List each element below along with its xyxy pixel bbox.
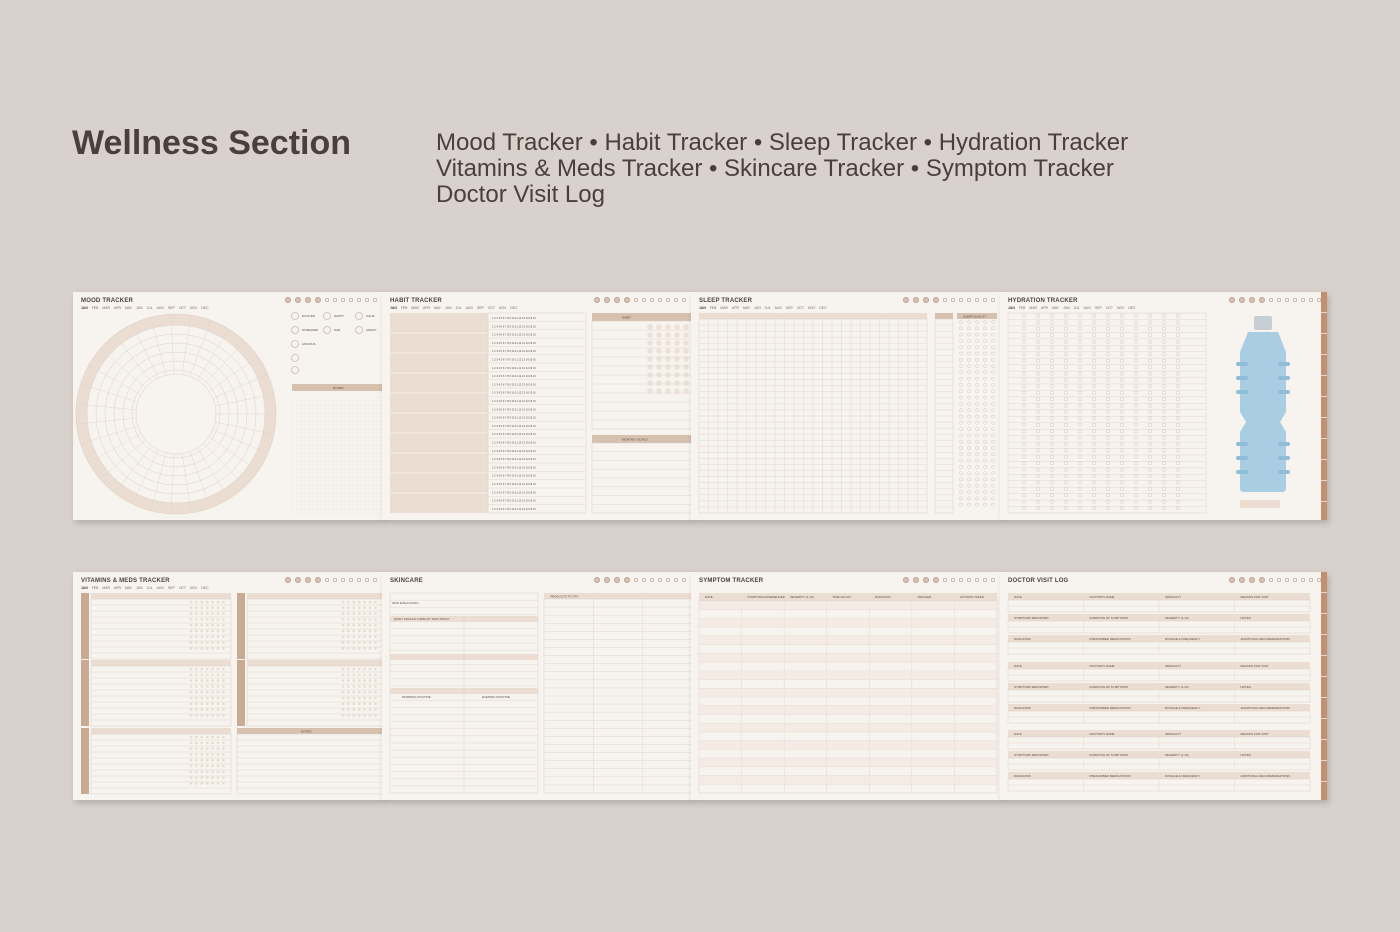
- mood-legend-label: ANGRY: [366, 328, 377, 332]
- month-tab-dec[interactable]: DEC: [201, 306, 209, 310]
- page-title: MOOD TRACKER: [81, 298, 134, 304]
- month-tab-jan[interactable]: JAN: [699, 306, 706, 310]
- page-title: SYMPTOM TRACKER: [699, 578, 764, 584]
- month-tab-jan[interactable]: JAN: [81, 306, 88, 310]
- svg-text:SPECIALTY: SPECIALTY: [1165, 732, 1182, 736]
- month-tab-mar[interactable]: MAR: [720, 306, 728, 310]
- svg-text:EVENING ROUTINE: EVENING ROUTINE: [482, 695, 510, 699]
- svg-text:ADDITIONAL RECOMMENDATIONS: ADDITIONAL RECOMMENDATIONS: [1240, 637, 1291, 641]
- month-tab-aug[interactable]: AUG: [465, 306, 474, 310]
- page-sleep-tracker[interactable]: [691, 292, 1001, 520]
- svg-text:DATE: DATE: [705, 595, 713, 599]
- month-tab-jun[interactable]: JUN: [445, 306, 452, 310]
- page-graphics: [691, 292, 1001, 520]
- svg-text:DATE: DATE: [1014, 664, 1022, 668]
- svg-text:1 2 3 4 5 6 7 8 9 10 11 12 13: 1 2 3 4 5 6 7 8 9 10 11 12 13 14 15 16: [492, 433, 536, 437]
- svg-text:HOW I SHOULD CARE MY SKIN TODA: HOW I SHOULD CARE MY SKIN TODAY: [394, 617, 450, 621]
- svg-text:DOSAGE & FREQUENCY: DOSAGE & FREQUENCY: [1165, 637, 1201, 641]
- svg-text:DOCTOR'S NAME: DOCTOR'S NAME: [1089, 732, 1115, 736]
- month-tab-nov[interactable]: NOV: [499, 306, 507, 310]
- svg-text:SEVERITY (1-10): SEVERITY (1-10): [1165, 753, 1189, 757]
- svg-text:1 2 3 4 5 6 7 8 9 10 11 12 13: 1 2 3 4 5 6 7 8 9 10 11 12 13 14 15 16: [492, 350, 536, 354]
- svg-text:ACTIONS TAKEN: ACTIONS TAKEN: [960, 595, 984, 599]
- page-mood-tracker[interactable]: [73, 292, 383, 520]
- svg-text:DURATION OF SYMPTOMS: DURATION OF SYMPTOMS: [1089, 753, 1128, 757]
- page-title: DOCTOR VISIT LOG: [1008, 578, 1069, 584]
- page-title: SLEEP TRACKER: [699, 298, 753, 304]
- svg-text:MORNING ROUTINE: MORNING ROUTINE: [402, 695, 431, 699]
- month-tab-mar[interactable]: MAR: [411, 306, 419, 310]
- svg-text:1 2 3 4 5 6 7 8 9 10 11 12 13: 1 2 3 4 5 6 7 8 9 10 11 12 13 14 15 16: [492, 408, 536, 412]
- svg-text:DIAGNOSIS: DIAGNOSIS: [1014, 706, 1031, 710]
- month-tab-jul[interactable]: JUL: [146, 586, 153, 590]
- mood-legend-label: EXCITED: [302, 314, 316, 318]
- svg-text:SPECIALTY: SPECIALTY: [1165, 664, 1182, 668]
- page-graphics: [382, 572, 692, 800]
- month-tab-dec[interactable]: DEC: [819, 306, 827, 310]
- month-tab-oct[interactable]: OCT: [178, 586, 186, 590]
- svg-text:DIAGNOSIS: DIAGNOSIS: [1014, 637, 1031, 641]
- month-tab-aug[interactable]: AUG: [156, 306, 165, 310]
- svg-text:DOSAGE & FREQUENCY: DOSAGE & FREQUENCY: [1165, 706, 1201, 710]
- page-hydration-tracker[interactable]: [1000, 292, 1327, 520]
- month-tab-jul[interactable]: JUL: [764, 306, 771, 310]
- svg-text:PRESCRIBED MEDICATIONS: PRESCRIBED MEDICATIONS: [1089, 706, 1131, 710]
- month-tab-sep[interactable]: SEP: [168, 586, 175, 590]
- page-graphics: [382, 292, 692, 520]
- mood-legend-label: ANXIOUS: [302, 342, 316, 346]
- svg-text:DIAGNOSIS: DIAGNOSIS: [1014, 774, 1031, 778]
- svg-text:TRIGGER: TRIGGER: [917, 595, 932, 599]
- month-tab-jul[interactable]: JUL: [455, 306, 462, 310]
- planner-row-1: [73, 292, 1327, 522]
- month-tab-nov[interactable]: NOV: [808, 306, 816, 310]
- svg-text:SEVERITY (1-10): SEVERITY (1-10): [1165, 685, 1189, 689]
- page-graphics: [73, 572, 383, 800]
- month-tab-oct[interactable]: OCT: [487, 306, 495, 310]
- page-graphics: [1000, 292, 1327, 520]
- svg-text:PRESCRIBED MEDICATIONS: PRESCRIBED MEDICATIONS: [1089, 637, 1131, 641]
- page-graphics: [73, 292, 383, 520]
- month-tab-feb[interactable]: FEB: [91, 586, 99, 590]
- svg-text:1 2 3 4 5 6 7 8 9 10 11 12 13: 1 2 3 4 5 6 7 8 9 10 11 12 13 14 15 16: [492, 341, 536, 345]
- month-tab-apr[interactable]: APR: [731, 306, 739, 310]
- section-title: Wellness Section: [72, 124, 352, 162]
- svg-text:1 2 3 4 5 6 7 8 9 10 11 12 13: 1 2 3 4 5 6 7 8 9 10 11 12 13 14 15 16: [492, 424, 536, 428]
- page-graphics: [1000, 572, 1327, 800]
- svg-text:1 2 3 4 5 6 7 8 9 10 11 12 13: 1 2 3 4 5 6 7 8 9 10 11 12 13 14 15 16: [492, 333, 536, 337]
- svg-text:1 2 3 4 5 6 7 8 9 10 11 12 13: 1 2 3 4 5 6 7 8 9 10 11 12 13 14 15 16: [492, 325, 536, 329]
- page-title: HYDRATION TRACKER: [1008, 298, 1078, 304]
- svg-text:PRODUCTS TO TRY: PRODUCTS TO TRY: [550, 594, 579, 599]
- month-tab-feb[interactable]: FEB: [1018, 306, 1026, 310]
- svg-text:SEVERITY (1-10): SEVERITY (1-10): [790, 595, 814, 599]
- svg-text:SLEEP QUALITY: SLEEP QUALITY: [963, 314, 987, 319]
- svg-text:MONTHLY GOALS: MONTHLY GOALS: [622, 437, 648, 442]
- section-subtitle: [436, 130, 1128, 208]
- month-tab-feb[interactable]: FEB: [400, 306, 408, 310]
- page-vitamins-tracker[interactable]: [73, 572, 383, 800]
- month-tab-jun[interactable]: JUN: [1063, 306, 1070, 310]
- month-tab-jun[interactable]: JUN: [136, 306, 143, 310]
- svg-text:DATE: DATE: [1014, 732, 1022, 736]
- svg-text:REASON FOR VISIT: REASON FOR VISIT: [1240, 595, 1269, 599]
- svg-text:1 2 3 4 5 6 7 8 9 10 11 12 13: 1 2 3 4 5 6 7 8 9 10 11 12 13 14 15 16: [492, 499, 536, 503]
- svg-text:1 2 3 4 5 6 7 8 9 10 11 12 13: 1 2 3 4 5 6 7 8 9 10 11 12 13 14 15 16: [492, 383, 536, 387]
- svg-text:ADDITIONAL RECOMMENDATIONS: ADDITIONAL RECOMMENDATIONS: [1240, 774, 1291, 778]
- month-tab-may[interactable]: MAY: [124, 586, 133, 590]
- svg-text:1 2 3 4 5 6 7 8 9 10 11 12 13: 1 2 3 4 5 6 7 8 9 10 11 12 13 14 15 16: [492, 458, 536, 462]
- month-tab-mar[interactable]: MAR: [102, 586, 110, 590]
- month-tab-may[interactable]: MAY: [742, 306, 751, 310]
- svg-text:DATE: DATE: [1014, 595, 1022, 599]
- month-tab-jun[interactable]: JUN: [754, 306, 761, 310]
- svg-text:1 2 3 4 5 6 7 8 9 10 11 12 13: 1 2 3 4 5 6 7 8 9 10 11 12 13 14 15 16: [492, 466, 536, 470]
- month-tab-may[interactable]: MAY: [433, 306, 442, 310]
- page-title: SKINCARE: [390, 578, 423, 584]
- svg-text:SPECIALTY: SPECIALTY: [1165, 595, 1182, 599]
- svg-text:SYMPTOMS REPORTED: SYMPTOMS REPORTED: [1014, 753, 1049, 757]
- month-tab-oct[interactable]: OCT: [1105, 306, 1113, 310]
- svg-text:DOCTOR'S NAME: DOCTOR'S NAME: [1089, 595, 1115, 599]
- month-tab-mar[interactable]: MAR: [102, 306, 110, 310]
- svg-text:1 2 3 4 5 6 7 8 9 10 11 12 13: 1 2 3 4 5 6 7 8 9 10 11 12 13 14 15 16: [492, 375, 536, 379]
- month-tab-apr[interactable]: APR: [113, 586, 121, 590]
- month-tab-may[interactable]: MAY: [1051, 306, 1060, 310]
- svg-text:1 2 3 4 5 6 7 8 9 10 11 12 13: 1 2 3 4 5 6 7 8 9 10 11 12 13 14 15 16: [492, 317, 536, 320]
- month-tab-apr[interactable]: APR: [113, 306, 121, 310]
- page-habit-tracker[interactable]: [382, 292, 692, 520]
- svg-text:SEVERITY (1-10): SEVERITY (1-10): [1165, 616, 1189, 620]
- subtitle-line-2: Vitamins & Meds Tracker • Skincare Tracker • Symptom Tracker: [436, 155, 1114, 182]
- svg-text:SYMPTOMS REPORTED: SYMPTOMS REPORTED: [1014, 685, 1049, 689]
- svg-text:1 2 3 4 5 6 7 8 9 10 11 12 13: 1 2 3 4 5 6 7 8 9 10 11 12 13 14 15 16: [492, 391, 536, 395]
- svg-text:TIME OF DAY: TIME OF DAY: [832, 595, 852, 599]
- month-tab-dec[interactable]: DEC: [1128, 306, 1136, 310]
- svg-text:NOTES: NOTES: [333, 386, 344, 390]
- planner-row-2: [73, 572, 1327, 802]
- page-graphics: [691, 572, 1001, 800]
- month-tab-feb[interactable]: FEB: [91, 306, 99, 310]
- month-tab-aug[interactable]: AUG: [774, 306, 783, 310]
- svg-text:1 2 3 4 5 6 7 8 9 10 11 12 13: 1 2 3 4 5 6 7 8 9 10 11 12 13 14 15 16: [492, 441, 536, 445]
- page-doctor-visit-log[interactable]: [1000, 572, 1327, 800]
- month-tab-dec[interactable]: DEC: [201, 586, 209, 590]
- svg-text:DOCTOR'S NAME: DOCTOR'S NAME: [1089, 664, 1115, 668]
- svg-text:SYMPTOMS REPORTED: SYMPTOMS REPORTED: [1014, 616, 1049, 620]
- svg-text:SKIN EVALUATION: SKIN EVALUATION: [392, 601, 419, 605]
- subtitle-line-3: Doctor Visit Log: [436, 181, 605, 208]
- month-tab-jan[interactable]: JAN: [81, 586, 88, 590]
- month-tab-jul[interactable]: JUL: [146, 306, 153, 310]
- page-skincare[interactable]: [382, 572, 692, 800]
- month-tab-oct[interactable]: OCT: [796, 306, 804, 310]
- svg-text:SYMPTOM EXPERIENCED: SYMPTOM EXPERIENCED: [747, 595, 785, 599]
- svg-text:HABIT: HABIT: [622, 315, 631, 320]
- svg-text:PRESCRIBED MEDICATIONS: PRESCRIBED MEDICATIONS: [1089, 774, 1131, 778]
- month-tab-oct[interactable]: OCT: [178, 306, 186, 310]
- svg-text:REASON FOR VISIT: REASON FOR VISIT: [1240, 732, 1269, 736]
- svg-text:1 2 3 4 5 6 7 8 9 10 11 12 13: 1 2 3 4 5 6 7 8 9 10 11 12 13 14 15 16: [492, 491, 536, 495]
- month-tab-sep[interactable]: SEP: [168, 306, 175, 310]
- month-tab-may[interactable]: MAY: [124, 306, 133, 310]
- month-tab-jan[interactable]: JAN: [390, 306, 397, 310]
- month-tab-sep[interactable]: SEP: [1095, 306, 1102, 310]
- month-tab-jul[interactable]: JUL: [1073, 306, 1080, 310]
- svg-text:1 2 3 4 5 6 7 8 9 10 11 12 13: 1 2 3 4 5 6 7 8 9 10 11 12 13 14 15 16: [492, 366, 536, 370]
- svg-text:1 2 3 4 5 6 7 8 9 10 11 12 13: 1 2 3 4 5 6 7 8 9 10 11 12 13 14 15 16: [492, 400, 536, 403]
- svg-text:1 2 3 4 5 6 7 8 9 10 11 12 13: 1 2 3 4 5 6 7 8 9 10 11 12 13 14 15 16: [492, 416, 536, 420]
- mood-legend-label: HAPPY: [334, 314, 345, 318]
- svg-text:REASON FOR VISIT: REASON FOR VISIT: [1240, 664, 1269, 668]
- month-tab-sep[interactable]: SEP: [786, 306, 793, 310]
- month-tab-feb[interactable]: FEB: [709, 306, 717, 310]
- month-tab-nov[interactable]: NOV: [190, 306, 198, 310]
- svg-text:1 2 3 4 5 6 7 8 9 10 11 12 13: 1 2 3 4 5 6 7 8 9 10 11 12 13 14 15 16: [492, 474, 536, 478]
- svg-text:DOSAGE & FREQUENCY: DOSAGE & FREQUENCY: [1165, 774, 1201, 778]
- svg-text:NOTES: NOTES: [1240, 616, 1251, 620]
- svg-text:DURATION: DURATION: [875, 595, 891, 599]
- svg-text:NOTES: NOTES: [301, 729, 312, 734]
- mood-legend-label: STRESSED: [302, 328, 319, 332]
- month-tab-apr[interactable]: APR: [422, 306, 430, 310]
- mood-legend-label: SAD: [334, 328, 341, 332]
- svg-text:ADDITIONAL RECOMMENDATIONS: ADDITIONAL RECOMMENDATIONS: [1240, 706, 1291, 710]
- page-symptom-tracker[interactable]: [691, 572, 1001, 800]
- subtitle-line-1: Mood Tracker • Habit Tracker • Sleep Tracker • Hydration Tracker: [436, 129, 1129, 156]
- page-title: HABIT TRACKER: [390, 298, 442, 304]
- month-tab-sep[interactable]: SEP: [477, 306, 484, 310]
- svg-text:NOTES: NOTES: [1240, 685, 1251, 689]
- svg-text:DURATION OF SYMPTOMS: DURATION OF SYMPTOMS: [1089, 616, 1128, 620]
- month-tab-dec[interactable]: DEC: [510, 306, 518, 310]
- month-tab-jun[interactable]: JUN: [136, 586, 143, 590]
- mood-legend-label: CALM: [366, 314, 375, 318]
- month-tab-mar[interactable]: MAR: [1029, 306, 1037, 310]
- month-tab-aug[interactable]: AUG: [156, 586, 165, 590]
- month-tab-jan[interactable]: JAN: [1008, 306, 1015, 310]
- page-title: VITAMINS & MEDS TRACKER: [81, 578, 170, 584]
- svg-text:1 2 3 4 5 6 7 8 9 10 11 12 13: 1 2 3 4 5 6 7 8 9 10 11 12 13 14 15 16: [492, 449, 536, 453]
- month-tab-nov[interactable]: NOV: [190, 586, 198, 590]
- month-tab-apr[interactable]: APR: [1040, 306, 1048, 310]
- svg-text:1 2 3 4 5 6 7 8 9 10 11 12 13: 1 2 3 4 5 6 7 8 9 10 11 12 13 14 15 16: [492, 507, 536, 511]
- svg-text:1 2 3 4 5 6 7 8 9 10 11 12 13: 1 2 3 4 5 6 7 8 9 10 11 12 13 14 15 16: [492, 483, 536, 486]
- month-tab-nov[interactable]: NOV: [1117, 306, 1125, 310]
- svg-text:NOTES: NOTES: [1240, 753, 1251, 757]
- svg-text:DURATION OF SYMPTOMS: DURATION OF SYMPTOMS: [1089, 685, 1128, 689]
- month-tab-aug[interactable]: AUG: [1083, 306, 1092, 310]
- svg-text:1 2 3 4 5 6 7 8 9 10 11 12 13: 1 2 3 4 5 6 7 8 9 10 11 12 13 14 15 16: [492, 358, 536, 362]
